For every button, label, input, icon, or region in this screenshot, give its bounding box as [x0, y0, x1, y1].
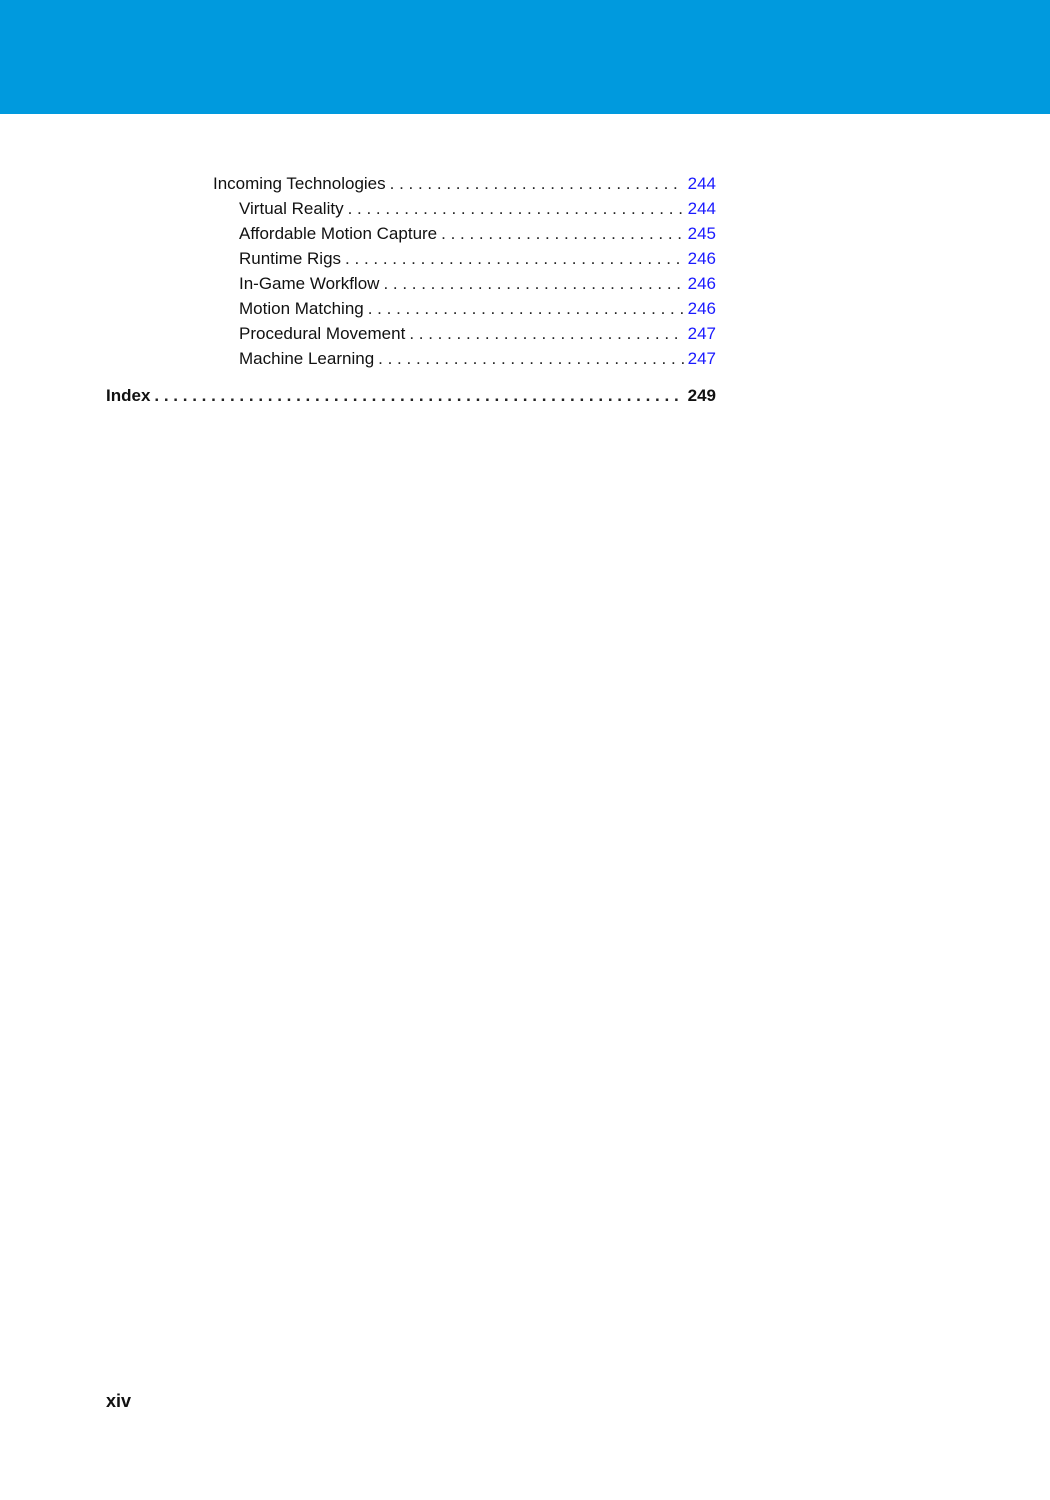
page-number: xiv: [106, 1391, 132, 1411]
toc-subsection-label: In-Game Workflow: [239, 274, 380, 293]
toc-subsection-row[interactable]: [239, 198, 716, 220]
toc-subsection-row[interactable]: [239, 298, 716, 320]
dot-leader: [409, 323, 683, 345]
dot-leader: [383, 273, 683, 295]
toc-subsection-row[interactable]: [239, 223, 716, 245]
dot-leader: [441, 223, 683, 245]
toc-subsection-page-link[interactable]: 246: [687, 274, 716, 293]
toc-subsection-label: Affordable Motion Capture: [239, 224, 438, 243]
dot-leader: [348, 198, 684, 220]
toc-subsection-label: Machine Learning: [239, 349, 375, 368]
toc-subsection-page-link[interactable]: 247: [687, 349, 716, 368]
toc-subsection-label: Virtual Reality: [239, 199, 344, 218]
dot-leader: [345, 248, 684, 270]
toc-subsection-row[interactable]: [239, 348, 716, 370]
toc-chapter-page-link[interactable]: 249: [687, 386, 716, 405]
toc-chapter-label: Index: [106, 386, 151, 405]
toc-subsection-label: Procedural Movement: [239, 324, 406, 343]
dot-leader: [154, 385, 683, 407]
header-band: [0, 0, 1050, 114]
toc-subsection-page-link[interactable]: 246: [687, 249, 716, 268]
toc-subsection-label: Motion Matching: [239, 299, 364, 318]
toc-subsection-row[interactable]: [239, 273, 716, 295]
dot-leader: [368, 298, 684, 320]
toc-chapter-row[interactable]: [106, 385, 716, 407]
toc-subsection-page-link[interactable]: 245: [687, 224, 716, 243]
toc-section-label: Incoming Technologies: [213, 174, 386, 193]
toc-subsection-page-link[interactable]: 246: [687, 299, 716, 318]
toc-subsection-row[interactable]: [239, 323, 716, 345]
toc-subsection-label: Runtime Rigs: [239, 249, 342, 268]
toc-subsection-page-link[interactable]: 247: [687, 324, 716, 343]
toc-subsection-row[interactable]: [239, 248, 716, 270]
dot-leader: [390, 173, 684, 195]
toc-subsection-page-link[interactable]: 244: [687, 199, 716, 218]
toc-section-row[interactable]: [213, 173, 716, 195]
dot-leader: [378, 348, 683, 370]
toc-section-page-link[interactable]: 244: [687, 174, 716, 193]
